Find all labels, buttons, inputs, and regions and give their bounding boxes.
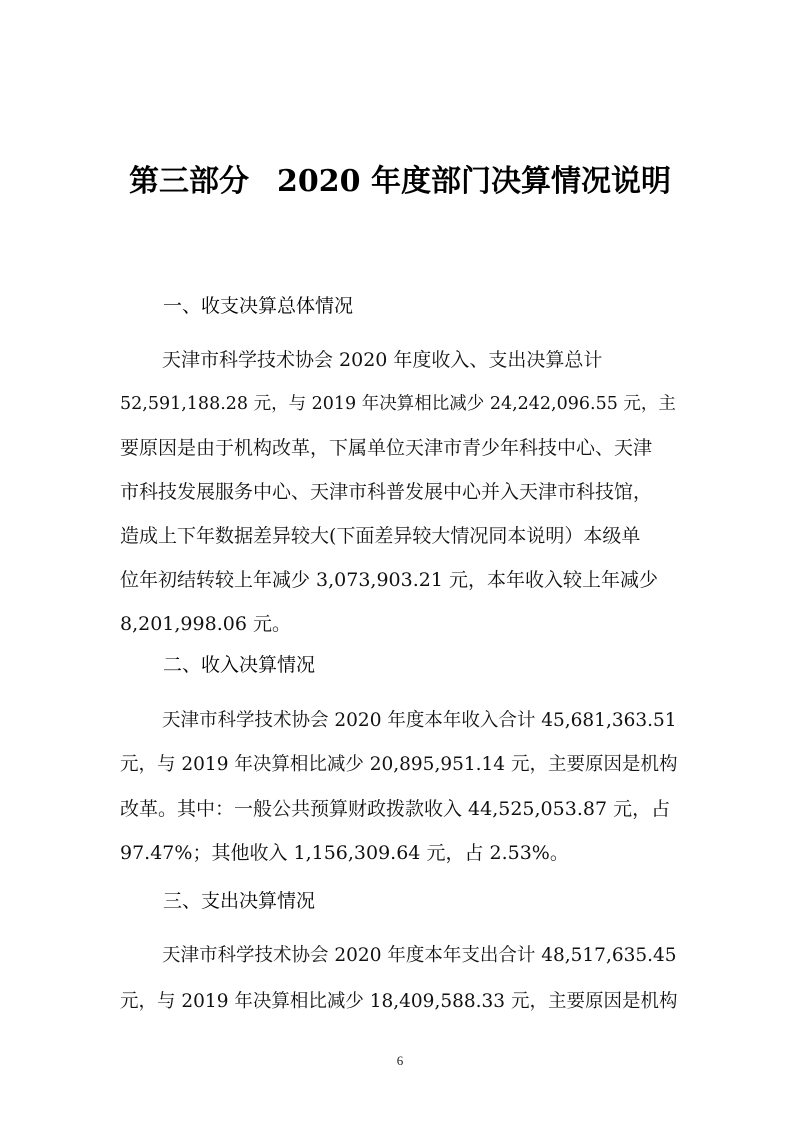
paragraph-line: 天津市科学技术协会 2020 年度本年支出合计 48,517,635.45: [162, 945, 677, 966]
paragraph-line: 8,201,998.06 元。: [120, 613, 291, 635]
paragraph-line: 改革。其中：一般公共预算财政拨款收入 44,525,053.87 元，占: [120, 798, 671, 820]
paragraph-line: 市科技发展服务中心、天津市科普发展中心并入天津市科技馆，: [120, 481, 653, 503]
paragraph-line: 元，与 2019 年决算相比减少 20,895,951.14 元，主要原因是机构: [120, 754, 678, 775]
paragraph-line: 位年初结转较上年减少 3,073,903.21 元，本年收入较上年减少: [120, 569, 658, 591]
page-number: 6: [396, 1053, 404, 1068]
paragraph-line: 天津市科学技术协会 2020 年度收入、支出决算总计: [162, 349, 603, 371]
paragraph-line: 造成上下年数据差异较大(下面差异较大情况同本说明）本级单: [120, 525, 641, 547]
section-heading-3: 三、支出决算情况: [163, 890, 316, 912]
paragraph-line: 52,591,188.28 元，与 2019 年决算相比减少 24,242,096.55 元，主: [120, 394, 676, 414]
paragraph-line: 天津市科学技术协会 2020 年度本年收入合计 45,681,363.51: [162, 710, 677, 731]
title-part: 第三部分: [129, 164, 250, 199]
paragraph-line: 元，与 2019 年决算相比减少 18,409,588.33 元，主要原因是机构: [120, 991, 678, 1012]
section-heading-1: 一、收支决算总体情况: [163, 295, 354, 317]
paragraph-line: 97.47%；其他收入 1,156,309.64 元，占 2.53%。: [120, 842, 569, 864]
paragraph-line: 要原因是由于机构改革，下属单位天津市青少年科技中心、天津: [120, 437, 653, 459]
page-title: [0, 160, 800, 204]
title-name: 2020 年度部门决算情况说明: [277, 164, 671, 199]
section-heading-2: 二、收入决算情况: [163, 654, 316, 676]
